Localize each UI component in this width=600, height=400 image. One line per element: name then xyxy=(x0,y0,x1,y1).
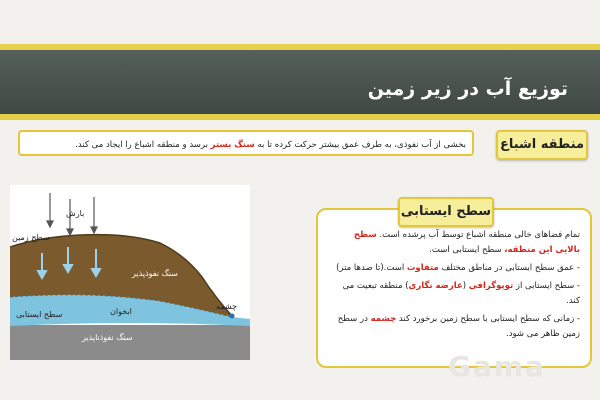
water-table-para-1 xyxy=(328,228,580,258)
water-table-body xyxy=(328,228,580,345)
spring-marker xyxy=(230,314,235,319)
water-table-para-3 xyxy=(328,279,580,309)
saturation-def-text-2: برسد و منطقه اشباع را ایجاد می کند. xyxy=(75,140,211,150)
saturation-def-highlight: سنگ بستر xyxy=(210,140,255,150)
p3-highlight-2: عارضه نگاری xyxy=(408,281,463,291)
p2-text-a: - عمق سطح ایستابی در مناطق مختلف xyxy=(438,263,580,273)
water-table-para-4 xyxy=(328,312,580,342)
p3-text-a: - سطح ایستابی از xyxy=(513,281,580,291)
aquifer-label: ابخوان xyxy=(110,307,132,316)
saturation-badge: منطقه اشباع xyxy=(496,130,588,160)
rain-label: بارش xyxy=(66,209,85,218)
saturation-def-text-1: بخشی از آب نفوذی، به طرف عمق بیشتر حرکت کرده تا به xyxy=(254,140,466,150)
groundwater-diagram xyxy=(10,185,250,360)
p1-text-b: سطح ایستابی است. xyxy=(429,245,505,255)
p1-text-a: تمام فضاهای خالی منطقه اشباع توسط آب پرشده است. xyxy=(376,230,580,240)
impermeable-rock-label: سنگ نفوذناپذیر xyxy=(82,333,133,342)
p3-text-b: ( xyxy=(462,281,469,291)
water-table-heading: سطح ایستابی xyxy=(398,197,494,227)
watermark-logo: Gama xyxy=(448,350,546,383)
p3-text-c: ) منطقه تبعیت می کند. xyxy=(342,281,580,306)
water-table-box xyxy=(316,208,592,368)
water-table-para-2 xyxy=(328,261,580,276)
saturation-definition xyxy=(18,130,474,156)
p2-highlight: متفاوت xyxy=(406,263,439,273)
p4-text-b: در سطح زمین ظاهر می شود. xyxy=(337,314,580,339)
impermeable-rock-layer xyxy=(10,325,250,360)
title-board xyxy=(0,50,600,120)
p3-highlight-1: توپوگرافی xyxy=(468,281,514,291)
permeable-rock-label: سنگ نفوذپذیر xyxy=(132,269,178,278)
p4-text-a: - زمانی که سطح ایستابی با سطح زمین برخورد کند xyxy=(396,314,580,324)
p1-highlight: سطح بالایی این منطقه، xyxy=(353,230,580,255)
p2-text-b: است.(تا صدها متر) xyxy=(336,263,407,273)
water-table-label: سطح ایستابی xyxy=(16,310,63,319)
slide-title: توزیع آب در زیر زمین xyxy=(367,78,568,100)
saturation-row xyxy=(18,128,588,160)
p4-highlight: چشمه xyxy=(370,314,397,324)
ground-surface-label: سطح زمین xyxy=(12,233,50,242)
spring-label: چشمه xyxy=(216,302,237,311)
